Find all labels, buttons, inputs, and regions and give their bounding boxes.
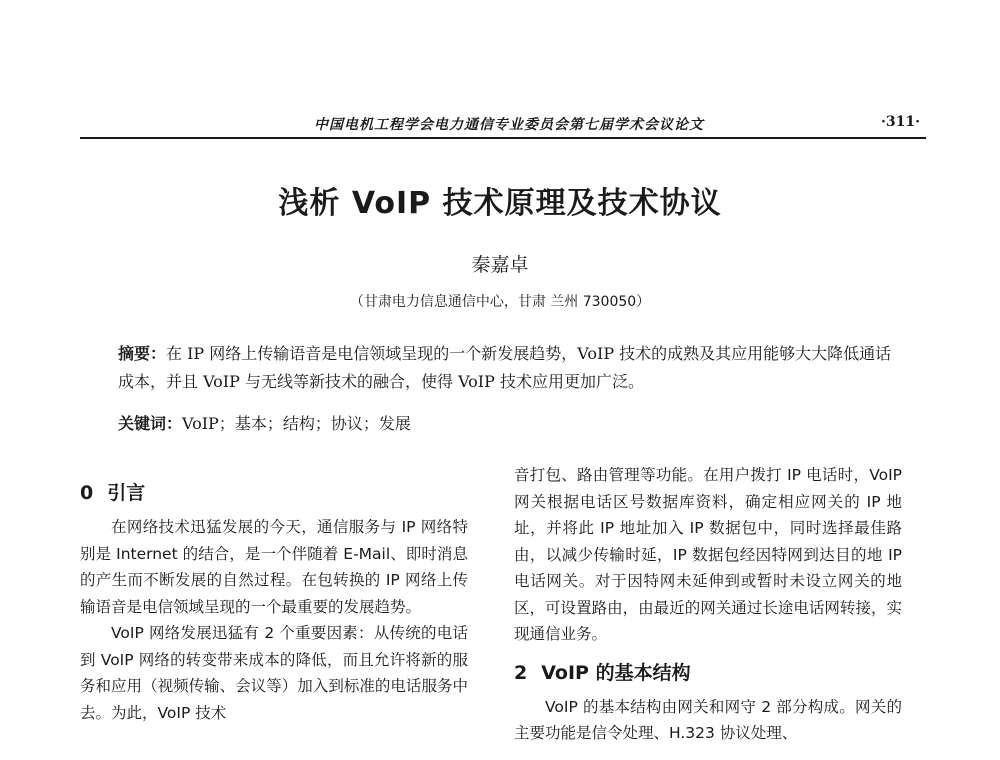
keywords-text: VoIP；基本；结构；协议；发展 (182, 414, 411, 433)
paragraph: 在网络技术迅猛发展的今天，通信服务与 IP 网络特别是 Internet 的结合，是一个伴随着 E-Mail、即时消息的产生而不断发展的自然过程。在包转换的 IP 网络上传输语音是电信领域呈现的一个最重要的发展趋势。 (80, 518, 468, 616)
section-number: 2 (514, 661, 528, 684)
section-title: 引言 (107, 482, 146, 504)
page-number: ·311· (881, 114, 920, 130)
abstract-label: 摘要： (118, 344, 167, 363)
section-number: 0 (80, 482, 94, 504)
abstract (118, 340, 893, 396)
section-heading-introduction (80, 478, 468, 508)
paragraph: VoIP 的基本结构由网关和网守 2 部分构成。网关的主要功能是信令处理、H.323 协议处理、 (514, 697, 902, 742)
author-affiliation: （甘肃电力信息通信中心，甘肃 兰州 730050） (349, 294, 651, 310)
paper-title: 浅析 VoIP 技术原理及技术协议 (278, 186, 722, 221)
abstract-text: 在 IP 网络上传输语音是电信领域呈现的一个新发展趋势，VoIP 技术的成熟及其应用能够大大降低通话成本，并且 VoIP 与无线等新技术的融合，使得 VoIP 技术应用更加广泛。 (118, 344, 892, 391)
left-column (80, 474, 468, 726)
keywords-label: 关键词： (118, 414, 183, 433)
paragraph: VoIP 网络发展迅猛有 2 个重要因素：从传统的电话到 VoIP 网络的转变带来成本的降低，而且允许将新的服务和应用（视频传输、会议等）加入到标准的电话服务中去。为此，VoIP 技术 (80, 624, 468, 722)
author-name: 秦嘉卓 (471, 254, 529, 276)
section-title: VoIP 的基本结构 (541, 661, 691, 684)
paragraph-continued: 音打包、路由管理等功能。在用户拨打 IP 电话时，VoIP 网关根据电话区号数据库资料，确定相应网关的 IP 地址，并将此 IP 地址加入 IP 数据包中，同时选择最佳路由，以减少传输时延，IP 数据包经因特网到达目的地 IP 电话网关。对于因特网未延伸到或暂时未设立网关的地区，可设置路由，由最近的网关通过长途电话网转接，实现通信业务。 (514, 466, 902, 643)
right-column (514, 462, 902, 747)
section-heading-basic-structure (514, 658, 902, 688)
keywords (118, 410, 893, 438)
journal-header: 中国电机工程学会电力通信专业委员会第七届学术会议论文 (314, 117, 704, 133)
header-rule (80, 137, 926, 139)
